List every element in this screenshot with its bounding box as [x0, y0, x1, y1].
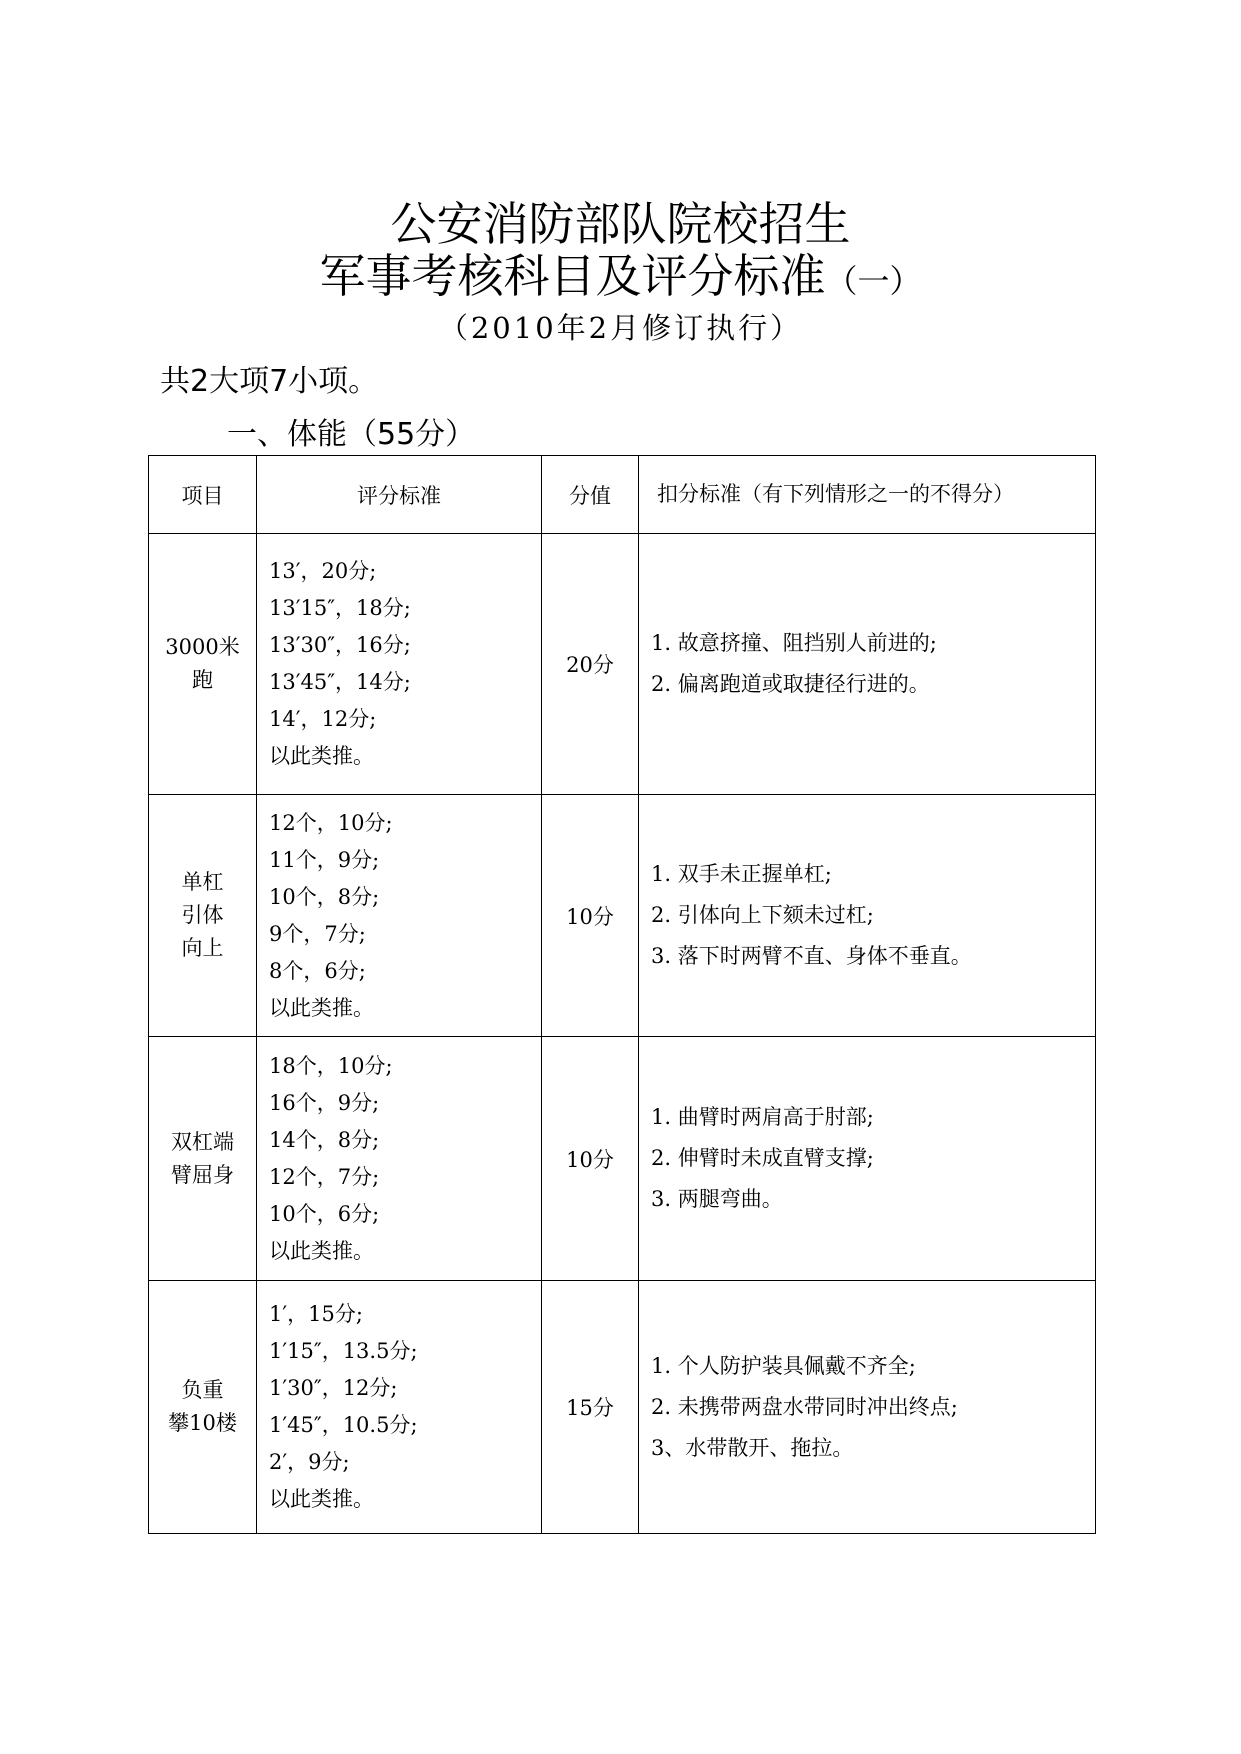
item-cell — [149, 795, 257, 1037]
deduction-cell — [639, 1037, 1096, 1281]
deduction-line: 3、水带散开、拖拉。 — [651, 1435, 854, 1460]
criteria-line: 以此类推。 — [269, 744, 374, 768]
criteria-line: 以此类推。 — [269, 1238, 374, 1263]
criteria-line: 16个，9分; — [269, 1090, 380, 1115]
header-item: 项目 — [149, 456, 257, 534]
criteria-line: 2′，9分; — [269, 1450, 350, 1474]
summary-text: 共2大项7小项。 — [160, 364, 379, 399]
score-cell: 15分 — [542, 1281, 639, 1534]
item-cell — [149, 534, 257, 795]
deduction-line: 3. 两腿弯曲。 — [651, 1187, 783, 1211]
criteria-cell — [257, 534, 542, 795]
section-heading: 一、体能（55分） — [227, 417, 476, 452]
deduction-line: 2. 引体向上下颏未过杠; — [651, 903, 874, 927]
criteria-line: 1′45″，10.5分; — [269, 1413, 418, 1437]
score-cell: 10分 — [542, 795, 639, 1037]
document-title-main: 军事考核科目及评分标准 — [319, 249, 826, 303]
criteria-line: 12个，7分; — [269, 1164, 380, 1189]
table-row — [149, 534, 1096, 795]
criteria-line: 18个，10分; — [269, 1053, 393, 1078]
criteria-line: 13′15″，18分; — [269, 596, 411, 620]
table-row — [149, 795, 1096, 1037]
item-line: 引体 — [181, 903, 224, 927]
document-title-line1: 公安消防部队院校招生 — [390, 197, 851, 251]
table-row — [149, 1037, 1096, 1281]
deduction-line: 2. 未携带两盘水带同时冲出终点; — [651, 1394, 958, 1419]
criteria-line: 13′45″，14分; — [269, 670, 411, 694]
score-cell: 10分 — [542, 1037, 639, 1281]
deduction-cell — [639, 795, 1096, 1037]
criteria-line: 以此类推。 — [269, 995, 374, 1020]
document-title-paren: （一） — [825, 262, 922, 300]
scoring-table — [148, 455, 1096, 1534]
criteria-line: 10个，6分; — [269, 1201, 380, 1226]
document-title-line2 — [0, 248, 1241, 309]
item-line: 单杠 — [181, 870, 224, 894]
criteria-line: 1′，15分; — [269, 1302, 363, 1326]
item-line: 3000米 — [165, 635, 240, 659]
item-line: 跑 — [192, 668, 213, 692]
item-line: 负重 — [181, 1378, 224, 1402]
item-cell — [149, 1281, 257, 1534]
criteria-line: 14′，12分; — [269, 707, 377, 731]
header-score: 分值 — [542, 456, 639, 534]
deduction-line: 1. 故意挤撞、阻挡别人前进的; — [651, 631, 937, 655]
item-line: 向上 — [181, 936, 224, 960]
criteria-line: 8个，6分; — [269, 958, 366, 983]
deduction-line: 3. 落下时两臂不直、身体不垂直。 — [651, 944, 972, 968]
deduction-cell — [639, 534, 1096, 795]
criteria-cell — [257, 795, 542, 1037]
criteria-line: 1′30″，12分; — [269, 1376, 398, 1400]
item-line: 攀10楼 — [168, 1411, 237, 1435]
criteria-line: 14个，8分; — [269, 1127, 380, 1152]
criteria-cell — [257, 1037, 542, 1281]
criteria-line: 9个，7分; — [269, 921, 366, 946]
header-criteria: 评分标准 — [257, 456, 542, 534]
item-cell — [149, 1037, 257, 1281]
item-line: 双杠端 — [171, 1129, 234, 1154]
criteria-line: 13′，20分; — [269, 559, 377, 583]
header-deduction: 扣分标准（有下列情形之一的不得分） — [639, 456, 1096, 534]
table-row — [149, 1281, 1096, 1534]
criteria-line: 12个，10分; — [269, 810, 393, 835]
table-header-row — [149, 456, 1096, 534]
criteria-line: 以此类推。 — [269, 1487, 374, 1511]
deduction-line: 2. 偏离跑道或取捷径行进的。 — [651, 672, 930, 696]
deduction-cell — [639, 1281, 1096, 1534]
deduction-line: 1. 个人防护装具佩戴不齐全; — [651, 1353, 916, 1378]
criteria-line: 1′15″，13.5分; — [269, 1339, 418, 1363]
deduction-line: 2. 伸臂时未成直臂支撑; — [651, 1146, 874, 1170]
criteria-line: 10个，8分; — [269, 884, 380, 909]
score-cell: 20分 — [542, 534, 639, 795]
criteria-line: 11个，9分; — [269, 847, 380, 872]
criteria-line: 13′30″，16分; — [269, 633, 411, 657]
document-subtitle: （2010年2月修订执行） — [438, 311, 803, 345]
item-line: 臂屈身 — [171, 1162, 234, 1187]
deduction-line: 1. 双手未正握单杠; — [651, 862, 832, 886]
deduction-line: 1. 曲臂时两肩高于肘部; — [651, 1105, 874, 1129]
criteria-cell — [257, 1281, 542, 1534]
